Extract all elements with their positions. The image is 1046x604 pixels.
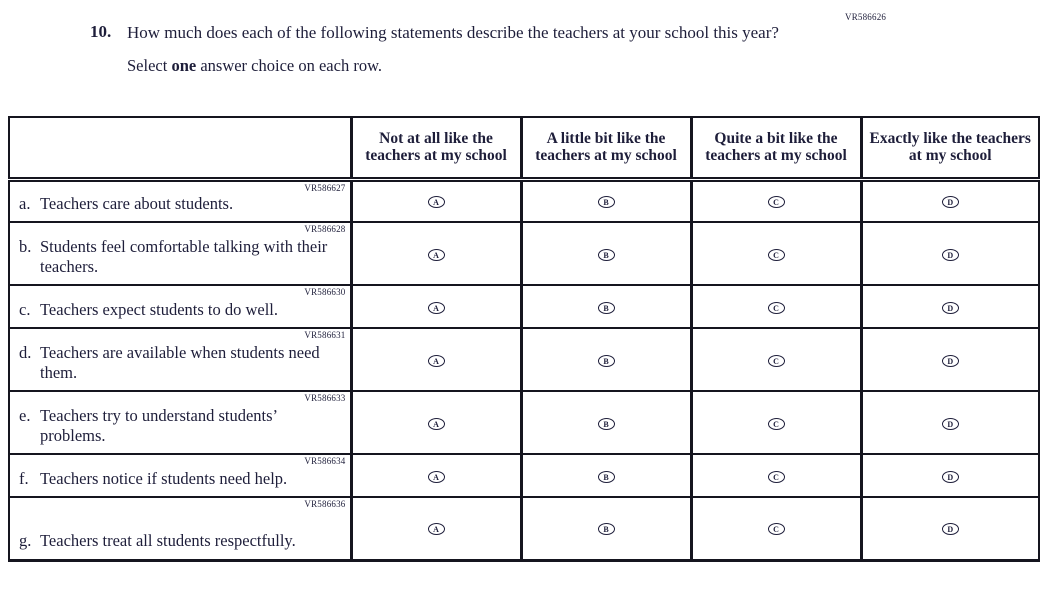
instruction-prefix: Select xyxy=(127,56,172,76)
statement-cell xyxy=(9,222,351,285)
answer-bubble-c[interactable]: C xyxy=(768,418,785,430)
question-block xyxy=(90,22,830,76)
answer-bubble-a[interactable]: A xyxy=(428,196,445,208)
option-cell xyxy=(521,285,691,328)
row-code: VR586633 xyxy=(304,393,346,403)
answer-bubble-d[interactable]: D xyxy=(942,355,959,367)
option-cell xyxy=(861,328,1039,391)
answer-bubble-b[interactable]: B xyxy=(598,418,615,430)
statement-cell xyxy=(9,454,351,497)
statement-column-header xyxy=(9,117,351,179)
row-statement: Teachers treat all students respectfully. xyxy=(40,531,296,551)
row-statement: Students feel comfortable talking with their teachers. xyxy=(40,236,328,276)
column-header-exactly: Exactly like the teachers at my school xyxy=(861,117,1039,179)
row-letter: c. xyxy=(19,299,31,319)
answer-bubble-d[interactable]: D xyxy=(942,196,959,208)
answer-bubble-b[interactable]: B xyxy=(598,523,615,535)
table-row-d xyxy=(9,328,1039,391)
row-statement: Teachers try to understand students’ problems. xyxy=(40,405,277,445)
answer-bubble-b[interactable]: B xyxy=(598,196,615,208)
column-header-not-at-all: Not at all like the teachers at my school xyxy=(351,117,521,179)
option-cell xyxy=(861,222,1039,285)
header-row xyxy=(9,117,1039,179)
option-cell xyxy=(861,179,1039,222)
answer-bubble-b[interactable]: B xyxy=(598,471,615,483)
table-row-e xyxy=(9,391,1039,454)
answer-bubble-a[interactable]: A xyxy=(428,471,445,483)
answer-bubble-a[interactable]: A xyxy=(428,355,445,367)
answer-bubble-d[interactable]: D xyxy=(942,302,959,314)
row-statement: Teachers expect students to do well. xyxy=(40,299,279,319)
question-accession-code: VR586626 xyxy=(845,12,887,22)
option-cell xyxy=(861,285,1039,328)
row-letter: b. xyxy=(19,236,32,256)
option-cell xyxy=(351,222,521,285)
option-cell xyxy=(351,328,521,391)
table-row-f xyxy=(9,454,1039,497)
row-code: VR586630 xyxy=(304,287,346,297)
option-cell xyxy=(351,179,521,222)
answer-bubble-c[interactable]: C xyxy=(768,302,785,314)
option-cell xyxy=(521,222,691,285)
answer-bubble-d[interactable]: D xyxy=(942,418,959,430)
answer-bubble-d[interactable]: D xyxy=(942,249,959,261)
answer-bubble-a[interactable]: A xyxy=(428,523,445,535)
option-cell xyxy=(521,454,691,497)
option-cell xyxy=(861,497,1039,560)
statement-cell xyxy=(9,497,351,560)
option-cell xyxy=(521,391,691,454)
answer-bubble-a[interactable]: A xyxy=(428,302,445,314)
row-code: VR586636 xyxy=(304,499,346,509)
answer-bubble-a[interactable]: A xyxy=(428,249,445,261)
answer-bubble-b[interactable]: B xyxy=(598,302,615,314)
instruction-suffix: answer choice on each row. xyxy=(196,56,383,76)
row-statement: Teachers notice if students need help. xyxy=(40,468,288,488)
answer-bubble-c[interactable]: C xyxy=(768,355,785,367)
option-cell xyxy=(521,497,691,560)
answer-bubble-c[interactable]: C xyxy=(768,523,785,535)
table-row-g xyxy=(9,497,1039,560)
instruction-bold-word: one xyxy=(171,56,197,76)
option-cell xyxy=(861,391,1039,454)
answer-matrix-table xyxy=(8,116,1040,562)
option-cell xyxy=(521,328,691,391)
question-number: 10. xyxy=(90,22,112,41)
statement-cell xyxy=(9,285,351,328)
question-instruction xyxy=(127,56,830,76)
option-cell xyxy=(351,391,521,454)
table-row-c xyxy=(9,285,1039,328)
row-code: VR586631 xyxy=(304,330,346,340)
row-letter: f. xyxy=(19,468,29,488)
option-cell xyxy=(691,285,861,328)
option-cell xyxy=(691,497,861,560)
answer-bubble-c[interactable]: C xyxy=(768,196,785,208)
answer-bubble-c[interactable]: C xyxy=(768,249,785,261)
option-cell xyxy=(861,454,1039,497)
option-cell xyxy=(351,285,521,328)
table-row-b xyxy=(9,222,1039,285)
question-text: How much does each of the following statements describe the teachers at your school this year? xyxy=(127,23,779,42)
option-cell xyxy=(691,179,861,222)
answer-bubble-c[interactable]: C xyxy=(768,471,785,483)
table-row-a xyxy=(9,179,1039,222)
column-header-quite-a-bit: Quite a bit like the teachers at my school xyxy=(691,117,861,179)
option-cell xyxy=(521,179,691,222)
row-code: VR586634 xyxy=(304,456,346,466)
answer-bubble-d[interactable]: D xyxy=(942,523,959,535)
option-cell xyxy=(691,454,861,497)
row-letter: e. xyxy=(19,405,31,425)
statement-cell xyxy=(9,391,351,454)
statement-cell xyxy=(9,328,351,391)
row-letter: g. xyxy=(19,531,32,551)
answer-bubble-d[interactable]: D xyxy=(942,471,959,483)
option-cell xyxy=(691,328,861,391)
option-cell xyxy=(351,454,521,497)
answer-bubble-b[interactable]: B xyxy=(598,249,615,261)
row-code: VR586627 xyxy=(304,182,346,193)
column-header-a-little-bit: A little bit like the teachers at my school xyxy=(521,117,691,179)
row-letter: d. xyxy=(19,342,32,362)
option-cell xyxy=(691,391,861,454)
row-statement: Teachers care about students. xyxy=(40,193,234,213)
statement-cell xyxy=(9,179,351,222)
row-code: VR586628 xyxy=(304,224,346,234)
option-cell xyxy=(351,497,521,560)
option-cell xyxy=(691,222,861,285)
answer-bubble-b[interactable]: B xyxy=(598,355,615,367)
answer-bubble-a[interactable]: A xyxy=(428,418,445,430)
row-statement: Teachers are available when students need them. xyxy=(40,342,320,382)
row-letter: a. xyxy=(19,193,31,213)
